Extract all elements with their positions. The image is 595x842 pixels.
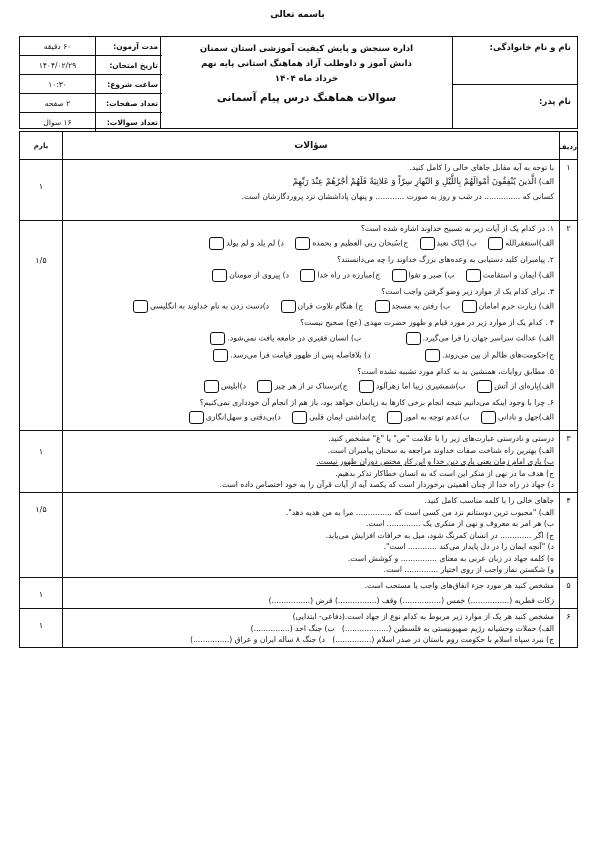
checkbox[interactable]	[257, 380, 272, 393]
statement-d: د) جهاد در راه خدا از چنان اهمیتی برخوردار است که یکصد آیه از آیات قرآن را به خود اختصاص داده است.	[219, 480, 554, 490]
option-a: الف)استغفرالله	[505, 238, 554, 248]
fill-blank-c[interactable]: ج) نبرد سپاه اسلام با حکومت روم باستان در صدر اسلام (...............)	[332, 634, 554, 644]
question-score: ۱/۵	[20, 221, 63, 431]
answer-options	[67, 237, 554, 250]
answer-options	[67, 411, 554, 424]
question-text: درستی و نادرستی عبارت‌های زیر را با علامت "ص" یا "غ" مشخص کنید.	[328, 434, 554, 444]
statement-c: ج) هدف ما در نهی از منکر این است که به انسان خطاکار تذکر بدهیم.	[335, 468, 554, 478]
checkbox[interactable]	[213, 349, 228, 362]
duration-label: مدت آزمون:	[96, 37, 163, 56]
checkbox[interactable]	[462, 300, 477, 313]
question-score: ۱	[20, 609, 63, 648]
answer-options	[67, 300, 554, 313]
question-score: ۱	[20, 578, 63, 609]
option-c: ج)حکومت‌های ظالم از بین می‌روند.	[441, 350, 554, 360]
option-b: ب)عدم توجه به امور	[404, 412, 470, 422]
question-score: ۱	[20, 160, 63, 221]
date-label: تاریخ امتحان:	[96, 56, 163, 75]
fill-blank-b[interactable]: ب) جنگ احد (...............)	[250, 623, 335, 633]
checkbox[interactable]	[477, 380, 492, 393]
question-number: ۲	[560, 221, 578, 431]
row-number-header: ردیف	[560, 132, 578, 160]
question-body	[63, 160, 560, 221]
option-c: ج) هنگام تلاوت قران	[297, 301, 364, 311]
checkbox[interactable]	[420, 237, 435, 250]
question-body	[63, 578, 560, 609]
question-body	[63, 609, 560, 648]
question-score: ۱/۵	[20, 493, 63, 578]
checkbox[interactable]	[189, 411, 204, 424]
questions-count-value: ۱۶ سوال	[43, 117, 72, 127]
answer-options	[67, 349, 554, 362]
fill-blank-c[interactable]: ج) اگر ............. در انسان کمرنگ شود، میل به خرافات افزایش می‌یابد.	[325, 530, 554, 540]
question-body	[63, 221, 560, 431]
checkbox[interactable]	[425, 349, 440, 362]
question-text: ۵. مطابق روایات، همنشین بد به کدام مورد تشبیه نشده است؟	[357, 366, 554, 376]
fill-blank-line[interactable]: کسانی که ............... در شب و روز به صورت ............ و پنهان پاداششان نزد پروردگارشان است.	[241, 191, 554, 201]
fill-blank-b[interactable]: ب) هر امر به معروف و نهی از منکری یک .............. است.	[366, 519, 554, 529]
question-body	[63, 431, 560, 493]
option-d: د) بلافاصله پس از ظهور قیامت فرا می‌رسد.	[230, 350, 371, 360]
question-text: ۴ . کدام یک از موارد زیر در مورد قیام و ظهور حضرت مهدی (عج) صحیح نیست؟	[300, 318, 554, 328]
grade-line: دانش آموز و داوطلب آزاد هماهنگ استانی پایه نهم	[201, 59, 412, 69]
question-row-5	[20, 578, 578, 609]
student-info-box	[452, 37, 577, 128]
pages-value: ۲ صفحه	[20, 94, 96, 113]
quran-verse: الَّذینَ یُنْفِقُونَ أمْوالَهُمْ بِاللَّیْلِ وَ النّهارِ سِرّاً وَ عَلانِیَةً فَلَهُمْ أجْرُهُمْ عِنْدَ رَبِّهِمْ	[292, 176, 537, 187]
fill-blank-a[interactable]: الف) "محبوب ترین دوستانم نزد من کسی است که ............... مرا به من هدیه دهد".	[285, 507, 554, 517]
question-text: جاهای خالی را با کلمه مناسب کامل کنید.	[424, 496, 554, 506]
checkbox[interactable]	[204, 380, 219, 393]
question-score: ۱	[20, 431, 63, 493]
question-number: ۳	[560, 431, 578, 493]
option-b: ب) ایّاک نعبد	[436, 238, 477, 248]
start-time-value: ۱۰:۳۰	[20, 75, 96, 94]
score-header: بارم	[20, 132, 63, 160]
exam-title-box	[160, 37, 452, 128]
checkbox[interactable]	[212, 269, 227, 282]
option-c: ج)ترسناک تر از هر چیز	[274, 381, 348, 391]
option-b: ب)شمشیری زیبا اما زهرآلود	[375, 381, 466, 391]
question-text: ۱. در کدام یک از آیات زیر به تسبیح خداوند اشاره شده است؟	[360, 224, 554, 233]
questions-count-label: تعداد سوالات:	[96, 113, 163, 132]
option-c: ج)مبارزه در راه خدا	[317, 270, 381, 280]
checkbox[interactable]	[481, 411, 496, 424]
option-d: د)بی‌دقتی و سهل‌انگاری	[205, 412, 281, 422]
pages-label: تعداد صفحات:	[96, 94, 163, 113]
question-text: مشخص کنید هر یک از موارد زیر مربوط به کدام نوع از جهاد است.(دفاعی- ابتدایی)	[292, 612, 554, 622]
exam-info-box	[20, 37, 162, 128]
checkbox[interactable]	[133, 300, 148, 313]
checkbox[interactable]	[281, 300, 296, 313]
question-text: با توجه به آیه مقابل جاهای خالی را کامل کنید.	[409, 163, 554, 172]
question-number: ۶	[560, 609, 578, 648]
statement-b: ب) یاری امام زمان یعنی یاری دین خدا و این کار مختص دوران ظهور نیست.	[316, 457, 554, 467]
father-name-label: نام پدر:	[539, 97, 571, 107]
table-header-row	[20, 132, 578, 160]
question-row-1	[20, 160, 578, 221]
checkbox[interactable]	[387, 411, 402, 424]
option-b: ب) رفتن به مسجد	[391, 301, 451, 311]
exam-title: سوالات هماهنگ درس پیام آسمانی	[216, 92, 397, 104]
question-number: ۵	[560, 578, 578, 609]
question-row-3	[20, 431, 578, 493]
fill-blank-items[interactable]: زکات فطریه (................) خمس (................) وقف (................) قرض (................)	[268, 595, 554, 605]
question-row-4	[20, 493, 578, 578]
question-row-6	[20, 609, 578, 648]
questions-header: سؤالات	[63, 132, 560, 160]
option-a: الف)پاره‌ای از آتش	[494, 381, 554, 391]
option-d: د) لم یلد و لم یولد	[226, 238, 284, 248]
question-row-2	[20, 221, 578, 431]
option-a: الف) زیارت حرم امامان	[478, 301, 554, 311]
fill-blank-e[interactable]: ه) کلمه جهاد در زبان عربی به معنای ............... و کوشش است.	[347, 553, 554, 563]
checkbox[interactable]	[300, 269, 315, 282]
checkbox[interactable]	[406, 332, 421, 345]
checkbox[interactable]	[392, 269, 407, 282]
option-a: الف) عدالت سراسر جهان را فرا می‌گیرد.	[422, 333, 554, 343]
checkbox[interactable]	[292, 411, 307, 424]
checkbox[interactable]	[210, 332, 225, 345]
checkbox[interactable]	[295, 237, 310, 250]
option-c: ج)نداشتن ایمان قلبی	[309, 412, 376, 422]
question-number: ۱	[560, 160, 578, 221]
option-d: د)ابلیس	[220, 381, 247, 391]
question-text: ۲. پیامبران کلید دستیابی به وعده‌های بزرگ خداوند را چه می‌دانستند؟	[337, 255, 554, 265]
date-value: ۱۴۰۴/۰۲/۲۹	[20, 56, 96, 75]
question-text: مشخص کنید هر مورد جزء انفاق‌های واجب یا مستحب است.	[364, 581, 554, 591]
option-d: د)دست زدن به نام خداوند به انگلیسی	[150, 301, 270, 311]
fill-blank-a[interactable]: الف) حملات وحشیانه رژیم صهیونیستی به فلسطین (..................)	[341, 623, 554, 633]
duration-value: ۶۰ دقیقه	[20, 37, 96, 56]
option-a: الف) ایمان و استقامت	[482, 270, 554, 280]
org-line: اداره سنجش و پایش کیفیت آموزشی استان سمنان	[199, 44, 414, 54]
exam-header	[19, 36, 578, 129]
question-number: ۴	[560, 493, 578, 578]
checkbox[interactable]	[359, 380, 374, 393]
option-a: الف)جهل و نادانی	[497, 412, 554, 422]
statement-a: الف) بهترین راه شناخت صفات خداوند مراجعه به سخنان پیامبران است.	[327, 445, 554, 455]
checkbox[interactable]	[209, 237, 224, 250]
student-name-label: نام و نام خانوادگی:	[489, 43, 571, 53]
checkbox[interactable]	[375, 300, 390, 313]
fill-blank-f[interactable]: و) شکستن نماز واجب از روی اختیار .............. است.	[383, 564, 554, 574]
option-d: د) پیروی از مومنان	[229, 270, 289, 280]
answer-options	[67, 269, 554, 282]
fill-blank-d[interactable]: د) "آنچه ایمان را در دل پایدار می‌کند ............ است".	[383, 542, 554, 552]
question-body	[63, 493, 560, 578]
answer-options	[67, 332, 554, 345]
fill-blank-d[interactable]: د) جنگ ۸ ساله ایران و عراق (...............)	[190, 634, 325, 644]
page-heading: باسمه تعالی	[270, 10, 325, 20]
option-label: الف)	[538, 177, 554, 187]
question-text: ۳. برای کدام یک از موارد زیر وضو گرفتن واجب است؟	[381, 286, 554, 296]
option-b: ب) انسان فقیری در جامعه یافت نمی‌شود.	[227, 333, 362, 343]
questions-table	[19, 131, 578, 648]
checkbox[interactable]	[488, 237, 503, 250]
option-b: ب) صبر و تقوا	[408, 270, 455, 280]
answer-options	[67, 380, 554, 393]
checkbox[interactable]	[466, 269, 481, 282]
question-text: ۶. چرا با وجود اینکه می‌دانیم نتیجه انجام برخی کارها به زیانمان خواهد بود، باز هم از انجام آن خودداری نمی‌کنیم؟	[199, 398, 554, 408]
date-line: خرداد ماه ۱۴۰۴	[274, 74, 339, 84]
option-c: ج)سُبحان ربی العظیم و بحمده	[312, 238, 409, 248]
start-time-label: ساعت شروع:	[96, 75, 163, 94]
